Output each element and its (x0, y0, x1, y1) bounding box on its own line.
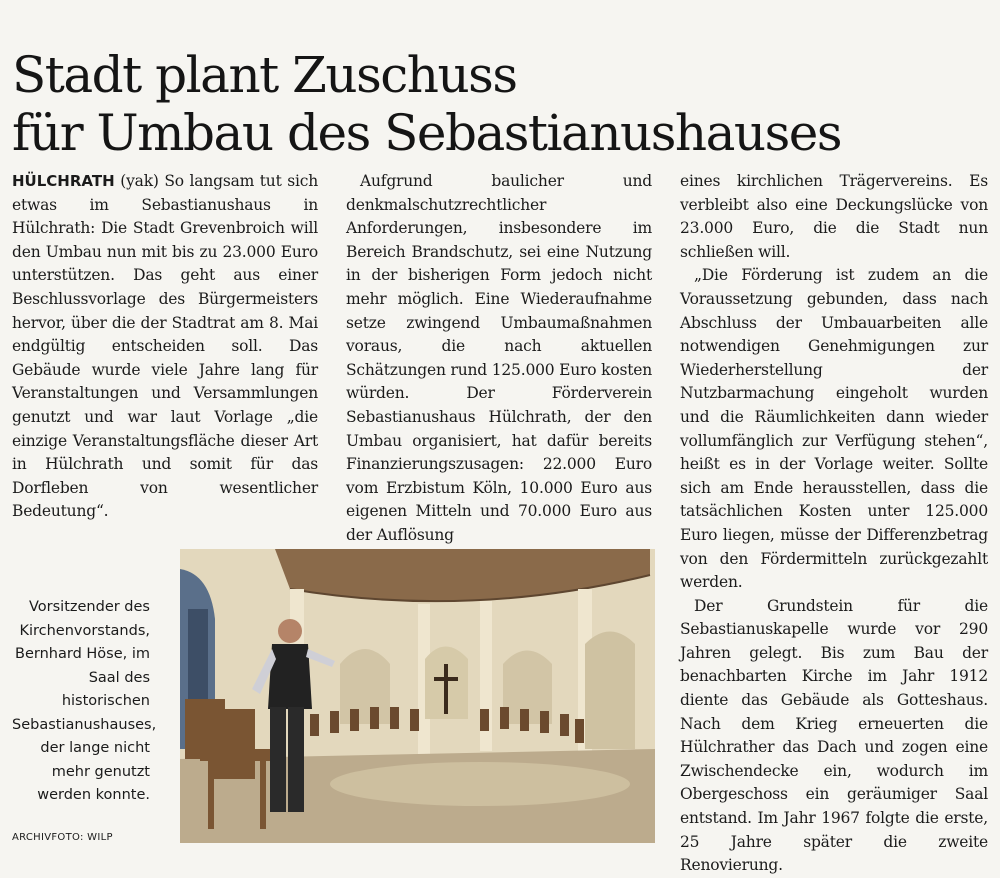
photo-credit: ARCHIVFOTO: WILP (12, 832, 113, 843)
photo-caption: Vorsitzender des Kirchenvorstands, Bernhard Höse, im Saal des historischen Sebastianushauses, der lange nicht mehr genutzt werden konnte. (12, 599, 157, 803)
article-paragraph: eines kirchlichen Trägervereins. Es verbleibt also eine Deckungslücke von 23.000 Euro, die die Stadt nun schließen will. (680, 172, 988, 261)
article-paragraph (12, 170, 318, 524)
hall-interior-illustration (180, 549, 655, 843)
article-column-3 (680, 170, 988, 878)
archive-photo (180, 549, 655, 843)
article-paragraph: Der Grundstein für die Sebastianuskapelle wurde vor 290 Jahren gelegt. Bis zum Bau der benachbarten Kirche im Jahr 1912 diente das Gebäude als Gotteshaus. Nach dem Krieg erneuerten die Hülchrather das Dach und zogen eine Zwischendecke ein, wodurch im Obergeschoss ein geräumiger Saal entstand. Im Jahr 1967 folgte die erste, 25 Jahre später die zweite Renovierung. (680, 596, 988, 875)
article-column-1 (12, 170, 318, 524)
headline (12, 46, 992, 162)
article-paragraph: „Die Förderung ist zudem an die Voraussetzung gebunden, dass nach Abschluss der Umbauarbeiten alle notwendigen Genehmigungen zur Wiederherstellung der Nutzbarmachung eingeholt wurden und die Räumlichkeiten dann wieder vollumfänglich zur Verfügung stehen“, heißt es in der Vorlage weiter. Sollte sich am Ende herausstellen, dass die tatsächlichen Kosten unter 125.000 Euro liegen, müsse der Differenzbetrag von den Fördermitteln zurückgezahlt werden. (680, 266, 988, 592)
dateline: HÜLCHRATH (12, 172, 115, 190)
headline-line-2: für Umbau des Sebastianushauses (12, 103, 842, 162)
headline-line-1: Stadt plant Zuschuss (12, 45, 517, 104)
article-text: (yak) So langsam tut sich etwas im Sebastianushaus in Hülchrath: Die Stadt Grevenbroich will den Umbau nun mit bis zu 23.000 Euro unterstützen. Das geht aus einer Beschlussvorlage des Bürgermeisters hervor, über die der Stadtrat am 8. Mai endgültig entscheiden soll. Das Gebäude wurde viele Jahre lang für Veranstaltungen und Versammlungen genutzt und war laut Vorlage „die einzige Veranstaltungsfläche dieser Art in Hülchrath und somit für das Dorfleben von wesentlicher Bedeutung“. (12, 172, 318, 521)
article-paragraph: Aufgrund baulicher und denkmalschutzrechtlicher Anforderungen, insbesondere im Bereich Brandschutz, sei eine Nutzung in der bisherigen Form jedoch nicht mehr möglich. Eine Wiederaufnahme setze zwingend Umbaumaßnahmen voraus, die nach aktuellen Schätzungen rund 125.000 Euro kosten würden. Der Förderverein Sebastianushaus Hülchrath, der den Umbau organisiert, hat dafür bereits Finanzierungszusagen: 22.000 Euro vom Erzbistum Köln, 10.000 Euro aus eigenen Mitteln und 70.000 Euro aus der Auflösung (346, 172, 652, 544)
article-column-2 (346, 170, 652, 548)
